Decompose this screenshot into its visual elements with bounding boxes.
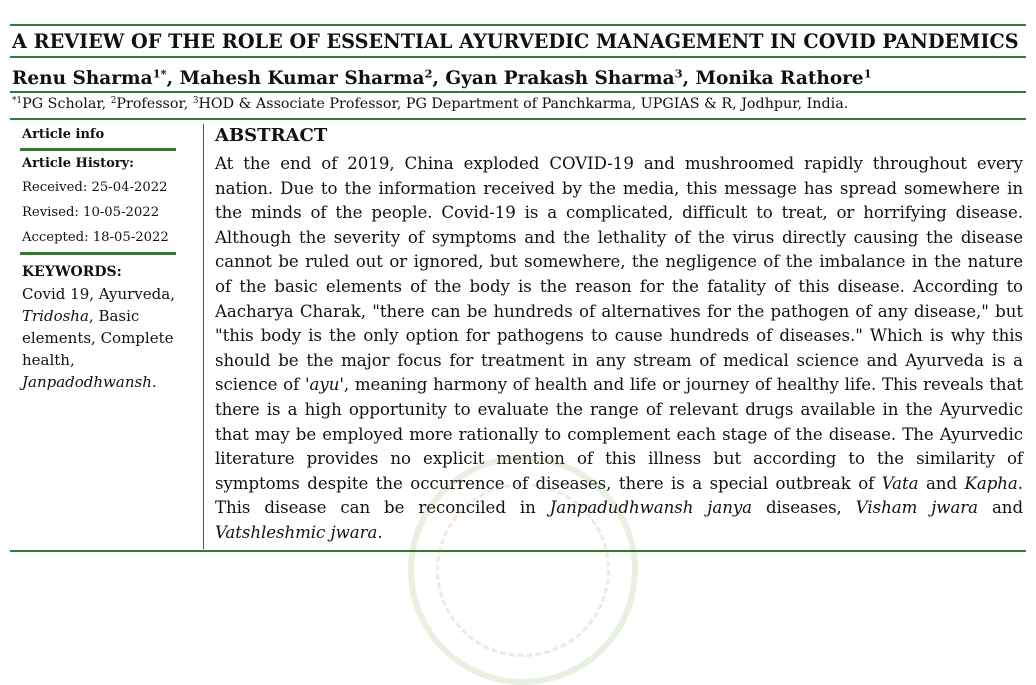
history-rule	[20, 252, 176, 255]
abstract-italic-term: Vatshleshmic jwara.	[215, 522, 383, 542]
author-name: Mahesh Kumar Sharma	[179, 68, 425, 89]
article-info-label: Article info	[22, 127, 105, 142]
abstract-italic-term: Kapha	[964, 473, 1018, 493]
author-name: Gyan Prakash Sharma	[445, 68, 675, 89]
abstract-segment: ', meaning harmony of health and life or journey of healthy life. This reveals that there is a high opportunity to evaluate the range of relevant drugs available in the Ayurvedic that may be employed more rationally to complement each stage of the disease. The Ayurvedic literature provides no explicit mention of this illness but according to the similarity of symptoms despite the occurrence of diseases, there is a special outbreak of	[215, 375, 1023, 493]
bottom-rule	[10, 550, 1026, 552]
paper-title: A REVIEW OF THE ROLE OF ESSENTIAL AYURVEDIC MANAGEMENT IN COVID PANDEMICS	[12, 30, 1019, 53]
keywords-heading: KEYWORDS:	[22, 264, 122, 280]
keyword-segment: , Basic elements, Complete health,	[22, 307, 174, 369]
abstract-italic-term: Visham jwara	[855, 498, 979, 518]
keyword-segment: Janpadodhwansh	[22, 373, 152, 391]
author-affiliation-mark: 1*	[152, 66, 167, 81]
received-date: Received: 25-04-2022	[22, 180, 168, 195]
author-name: Renu Sharma	[12, 68, 153, 89]
author-list: Renu Sharma$^{1*}$, Mahesh Kumar Sharma$^2$, Gyan Prakash Sharma$^3$, Monika Rathore$^1$	[12, 66, 872, 89]
accepted-date: Accepted: 18-05-2022	[22, 230, 169, 245]
article-info-column	[22, 124, 198, 393]
affiliation-mark: *1	[12, 96, 23, 107]
affiliation-line	[12, 96, 848, 112]
keywords-list	[22, 283, 190, 393]
authors-rule	[10, 91, 1026, 93]
revised-date: Revised: 10-05-2022	[22, 205, 160, 220]
abstract-segment: . This disease can be reconciled in	[215, 473, 1023, 518]
article-history-label: Article History:	[22, 156, 134, 171]
author-name: Monika Rathore	[695, 68, 864, 89]
abstract-italic-term: Janpadudhwansh janya	[549, 498, 753, 518]
article-info-rule	[20, 148, 176, 151]
affiliation-mark: 3	[192, 96, 199, 107]
abstract-italic-term: Vata	[881, 473, 919, 493]
top-rule	[10, 24, 1026, 26]
abstract-segment: and	[978, 498, 1024, 518]
abstract-italic-term: ayu	[309, 375, 340, 395]
author-affiliation-mark: 1	[863, 66, 872, 81]
keyword-segment: Covid 19, Ayurveda,	[22, 285, 175, 303]
column-divider	[203, 124, 204, 549]
abstract-heading: ABSTRACT	[215, 125, 328, 146]
affiliation-mark: 2	[110, 96, 117, 107]
affiliation-text: PG Scholar,	[22, 96, 111, 112]
title-rule	[10, 56, 1026, 58]
author-affiliation-mark: 3	[674, 66, 683, 81]
abstract-segment: At the end of 2019, China exploded COVID-19 and mushroomed rapidly throughout every nation. Due to the information received by the media, this message has spread somewhere in the minds of the people. Covid-19 is a complicated, difficult to treat, or horrifying disease. Although the severity of symptoms and the lethality of the virus directly causing the disease cannot be ruled out or ignored, but somewhere, the negligence of the imbalance in the nature of the basic elements of the body is the reason for the fatality of this disease. According to Aacharya Charak, "there can be hundreds of alternatives for the pathogen of any disease," but "this body is the only option for pathogens to cause hundreds of diseases." Which is why this should be the major focus for treatment in any stream of medical science and Ayurveda is a science of '	[215, 154, 1023, 395]
author-affiliation-mark: 2	[424, 66, 433, 81]
header-bottom-rule	[10, 118, 1026, 120]
abstract-segment: diseases,	[752, 498, 856, 518]
keyword-segment: Tridosha	[22, 307, 89, 325]
keyword-segment: .	[151, 373, 157, 391]
affiliation-text: HOD & Associate Professor, PG Department of Panchkarma, UPGIAS & R, Jodhpur, India.	[198, 96, 849, 112]
abstract-text	[215, 152, 1023, 546]
affiliation-text: Professor,	[116, 96, 193, 112]
abstract-segment: and	[918, 473, 965, 493]
